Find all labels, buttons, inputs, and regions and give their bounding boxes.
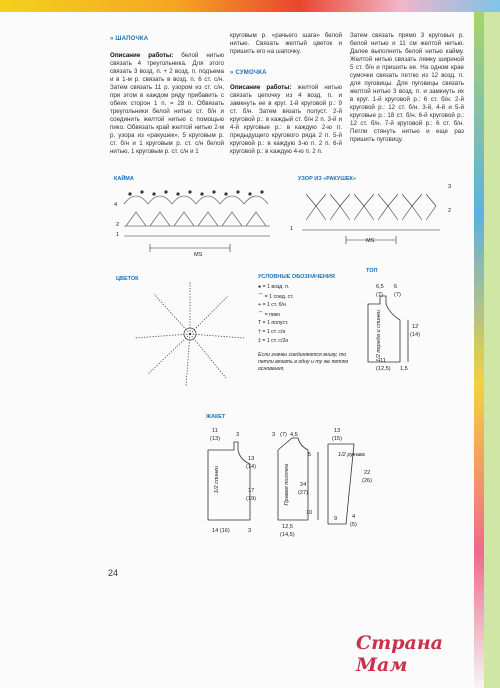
jacket-sleeve-bottom3: (5) [350, 522, 357, 528]
shell-row-1: 1 [290, 226, 294, 232]
shell-row-2: 2 [448, 208, 452, 214]
jacket-front-side2: 10 [306, 510, 313, 516]
jacket-front-h1b: (27) [298, 490, 308, 496]
right-color-strip [474, 12, 484, 688]
jacket-front-label: Правая полочка [284, 464, 290, 506]
legend-symbol: ‡ [258, 338, 261, 344]
legend-title: УСЛОВНЫЕ ОБОЗНАЧЕНИЯ [258, 274, 335, 280]
jacket-back-shoulder: 3 [236, 432, 240, 438]
legend-note: Если значки соединяются внизу, то петли вязать в одну и ту же петлю основания. [258, 352, 349, 372]
legend-list [258, 284, 368, 347]
jacket-label: ЖАКЕТ [206, 414, 226, 420]
watermark: Страна Мам [356, 632, 443, 676]
edging-chart [110, 182, 280, 262]
jacket-back-h2b: (19) [246, 496, 256, 502]
jacket-front-top: 3 [272, 432, 276, 438]
jacket-front-top2: (7) [280, 432, 287, 438]
edging-ms-label: MS [194, 252, 203, 258]
jacket-sleeve-h2: (26) [362, 478, 372, 484]
edging-row-1: 1 [116, 232, 120, 238]
legend-symbol: + [258, 302, 262, 308]
jacket-front-side: 5 [308, 452, 312, 458]
flower-chart [130, 278, 250, 390]
top-height-2: (14) [410, 332, 420, 338]
legend-symbol: T [258, 320, 262, 326]
jacket-back-h1b: (14) [246, 464, 256, 470]
hat-description [110, 52, 224, 156]
jacket-sleeve-top: 13 [334, 428, 341, 434]
legend-item [258, 284, 368, 293]
legend-text: = 1 полуст. [262, 320, 289, 326]
jacket-back-bottom: 14 (16) [212, 528, 230, 534]
top-color-bar [0, 0, 500, 12]
top-dim-a: 6,5 [376, 284, 384, 290]
jacket-back-top: 11 [212, 428, 218, 434]
jacket-back-edge: 3 [248, 528, 252, 534]
flower-label: ЦВЕТОК [116, 276, 139, 282]
bag-description [230, 84, 342, 156]
bag-section-title: » СУМОЧКА [230, 70, 267, 76]
legend-item [258, 320, 368, 329]
jacket-front-h1: 24 [300, 482, 307, 488]
legend-item [258, 311, 368, 320]
jacket-front-bottom: 12,5 [282, 524, 293, 530]
shell-label: УЗОР ИЗ «РАКУШЕК» [298, 176, 356, 182]
top-dim-c: (7) [376, 292, 383, 298]
legend-text: = 1 соед. ст. [264, 294, 294, 300]
right-green-strip [484, 12, 500, 688]
jacket-back-h1: 13 [248, 456, 255, 462]
jacket-front-top3: 4,5 [290, 432, 298, 438]
bag-text-continued: Затем связать прямо 3 круговых р. белой нитью и 11 см желтой нитью. Далее выполнить белой нитью кайму. Желтой нитью связать лямку шириной 5 ст. б/н и пришить ее. На одном крае сумочки связать петлю из 12 возд. п. для пуговицы. Для пуговицы связать желтой нитью 3 возд. п. и замкнуть их в круг. 1-й круговой р.: 6 ст. б/н. 2-й круговой р.: 12 ст. б/н. 3-й, 4-й и 5-й круговые р.: 18 ст. б/н. 6-й круговой р.: 12 ст. б/н. 7-й круговой р.: 6 ст. б/н. Петли стянуть нитью и еще раз пришить пуговицу. [350, 32, 464, 143]
top-label: ТОП [366, 268, 378, 274]
bag-text-1: желтой нитью связать цепочку из 4 возд. п. и замкнуть ее в круг. 1-й круговой р.: 9 ст. б/н. Затем вязать полуст. 2-й круговой р.: в каждый ст. б/н 2 п. 3-й и 4-й круговые р.: в каждую 2-ю п. предыдущего кругового ряда 2 п. 5-й круговой р.: в каждую 3-ю п. 2 п. 6-й круговой р.: в каждую 4-ю п. 2 п. [230, 84, 342, 155]
jacket-sleeve-label: 1/2 рукава [338, 452, 365, 458]
shell-ms-label: MS [366, 238, 375, 244]
top-side-label: 1/2 переда и спинки [376, 310, 382, 362]
legend-item [258, 302, 368, 311]
top-edge: 1,5 [400, 366, 408, 372]
jacket-back-top2: (13) [210, 436, 220, 442]
page-number: 24 [108, 568, 119, 578]
hat-heading: Описание работы: [110, 52, 174, 59]
top-dim-d: (7) [394, 292, 401, 298]
top-height-1: 12 [412, 324, 419, 330]
edging-row-4: 4 [114, 202, 118, 208]
legend-symbol: ⌒ [258, 312, 264, 318]
shell-row-3: 3 [448, 184, 452, 190]
jacket-sleeve-bottom2: 4 [352, 514, 356, 520]
top-bottom-1: 11 [380, 358, 386, 364]
legend-symbol: ● [258, 284, 262, 290]
legend-item [258, 293, 368, 302]
legend-symbol: ⌒ [258, 294, 264, 300]
jacket-sleeve-top2: (15) [332, 436, 342, 442]
legend-text: = 1 ст. с/2н [262, 338, 289, 344]
legend-text: = 1 ст. б/н [262, 302, 286, 308]
legend-text: = 1 ст. с/н [262, 329, 286, 335]
bag-heading: Описание работы: [230, 84, 292, 91]
jacket-sleeve-h: 22 [364, 470, 371, 476]
top-dim-b: 6 [394, 284, 398, 290]
edging-label: КАЙМА [114, 176, 134, 182]
top-bottom-2: (12,5) [376, 366, 391, 372]
legend-text: = пико [264, 312, 281, 318]
jacket-back-h2: 17 [248, 488, 255, 494]
legend-symbol: † [258, 329, 261, 335]
legend-item [258, 338, 368, 347]
jacket-back-label: 1/2 спинки [214, 466, 220, 494]
hat-text-continued: круговым р. «рачьего шага» белой нитью. Связать желтый цветок и пришить его на шапочку. [230, 32, 342, 55]
jacket-front-bottom2: (14,5) [280, 532, 295, 538]
edging-row-2: 2 [116, 222, 120, 228]
legend-item [258, 329, 368, 338]
legend-text: = 1 возд. п. [262, 284, 290, 290]
jacket-sleeve-bottom: 9 [334, 516, 338, 522]
hat-section-title: » ШАПОЧКА [110, 36, 149, 42]
hat-text-1: белой нитью связать 4 треугольника. Для этого связать 3 возд. п. + 2 возд. п. подъема и в 1-м р. связать в возд. п. 6 ст. с/н. Затем связать 11 р. узором из ст. с/н, при этом в каждом ряду прибавить с обеих сторон 1 п. = 28 п. Обвязать треугольники белой нитью ст. б/н и соединить желтой нитью с помощью пико. Обвязать край желтой нитью 2-м р. узора из «ракушек», 5 круговым р. ст. б/н и 1 круговым р. ст. с/н белой нитью, 1 круговым р. ст. с/н и 1 [110, 52, 224, 155]
